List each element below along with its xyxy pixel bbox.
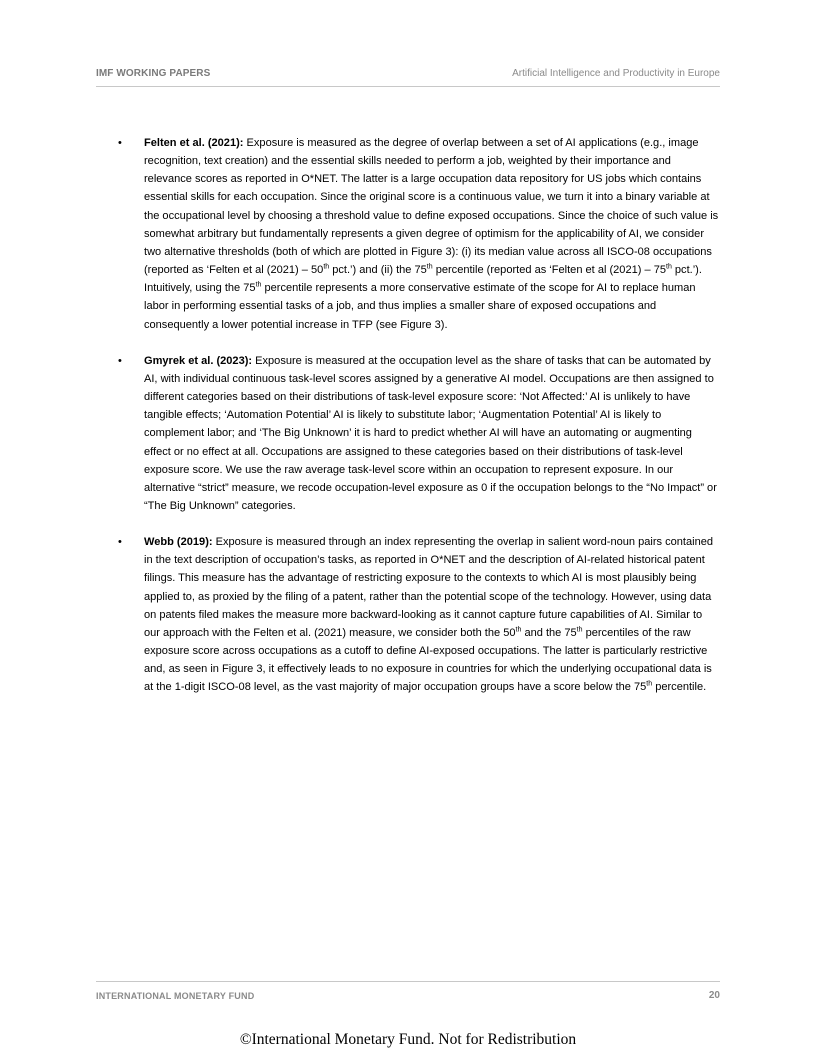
bullet-text: pct.’) and (ii) the 75: [329, 264, 427, 277]
page-number: 20: [708, 990, 720, 1001]
bullet-text: Exposure is measured as the degree of overlap between a set of AI applications (e.g., image recognition, text creation) and the essential skills needed to perform a job, weighted by their importance and relevance scores as reported in O*NET. The latter is a large occupation data repository for US jobs which contains essential skills for each occupation. Since the original score is a continuous value, we turn it into a binary variable at the occupational level by choosing a threshold value to define exposed occupations. Since the choice of such value is somewhat arbitrary but fundamentally represents a given degree of optimism for the applicability of AI, we consider two alternative thresholds (both of which are plotted in Figure 3): (i) its median value across all ISCO-08 occupations (reported as ‘Felten et al (2021) – 50: [144, 137, 719, 277]
bullet-text: percentile.: [652, 681, 707, 694]
page-footer: [96, 981, 720, 1006]
bullet-marker: •: [118, 536, 122, 549]
bullet-text: Exposure is measured through an index representing the overlap in salient word-noun pairs contained in the text description of occupation’s tasks, as reported in O*NET and the description of AI-related historical patent filings. This measure has the advantage of restricting exposure to the contexts to which AI is most plausibly being applied to, as proxied by the filing of a patent, rather than the potential scope of the technology. However, using data on patents filed makes the measure more backward-looking as it cannot capture future capabilities of AI. Similar to our approach with the Felten et al. (2021) measure, we consider both the 50: [144, 536, 714, 639]
copyright-notice: ©International Monetary Fund. Not for Redistribution: [239, 1031, 577, 1048]
ordinal-superscript: th: [426, 263, 433, 271]
bullet-marker: •: [118, 137, 122, 149]
bullet-item: [96, 533, 720, 696]
bullet-text: percentile (reported as ‘Felten et al (2021) – 75: [432, 264, 666, 277]
bullet-text: and the 75: [521, 626, 577, 639]
running-header-title: Artificial Intelligence and Productivity in Europe: [512, 68, 720, 79]
bullet-marker: •: [118, 354, 122, 367]
ordinal-superscript: th: [323, 263, 330, 271]
ordinal-superscript: th: [666, 263, 672, 271]
footer-organization: INTERNATIONAL MONETARY FUND: [96, 991, 255, 1001]
main-content: [96, 134, 720, 715]
bullet-lead: Gmyrek et al. (2023):: [144, 354, 253, 367]
ordinal-superscript: th: [646, 680, 653, 688]
page-header: [96, 66, 720, 87]
bullet-text: pct.’). Intuitively, using the 75: [144, 264, 702, 295]
bullet-item: [96, 352, 720, 515]
bullet-lead: Felten et al. (2021):: [144, 137, 244, 149]
ordinal-superscript: th: [576, 626, 583, 634]
bullet-text: Exposure is measured at the occupation level as the share of tasks that can be automated by AI, with individual continuous task-level scores assigned by a generative AI model. Occupations are then assigned to different categories based on their distributions of task-level exposure score: ‘Not Affected:’ AI is unlikely to have tangible effects; ‘Automation Potential’ AI is likely to substitute labor; ‘Augmentation Potential’ AI is likely to complement labor; and ‘The Big Unknown’ it is hard to predict whether AI will have an automating or augmenting effect or no effect at all. Occupations are assigned to these categories based on their distributions of task-level exposure score. We use the raw average task-level score within an occupation to represent exposure. In our alternative “strict” measure, we recode occupation-level exposure as 0 if the occupation belongs to the “No Impact” or “The Big Unknown” categories.: [144, 354, 717, 512]
ordinal-superscript: th: [515, 626, 522, 634]
bullet-text: percentiles of the raw exposure score across occupations as a cutoff to define AI-exposed occupations. The latter is particularly restrictive and, as seen in Figure 3, it effectively leads to no exposure in countries for which the underlying occupational data is at the 1-digit ISCO-08 level, as the vast majority of major occupation groups have a score below the 75: [144, 626, 712, 694]
bullet-lead: Webb (2019):: [144, 536, 213, 549]
ordinal-superscript: th: [255, 281, 262, 289]
bullet-item: [96, 134, 720, 334]
bullet-list: [96, 134, 720, 697]
running-header-series: IMF WORKING PAPERS: [96, 68, 211, 79]
bullet-text: percentile represents a more conservative estimate of the scope for AI to replace human labor in performing essential tasks of a job, and thus implies a smaller share of exposed occupations and consequently a lower potential increase in TFP (see Figure 3).: [144, 282, 696, 331]
